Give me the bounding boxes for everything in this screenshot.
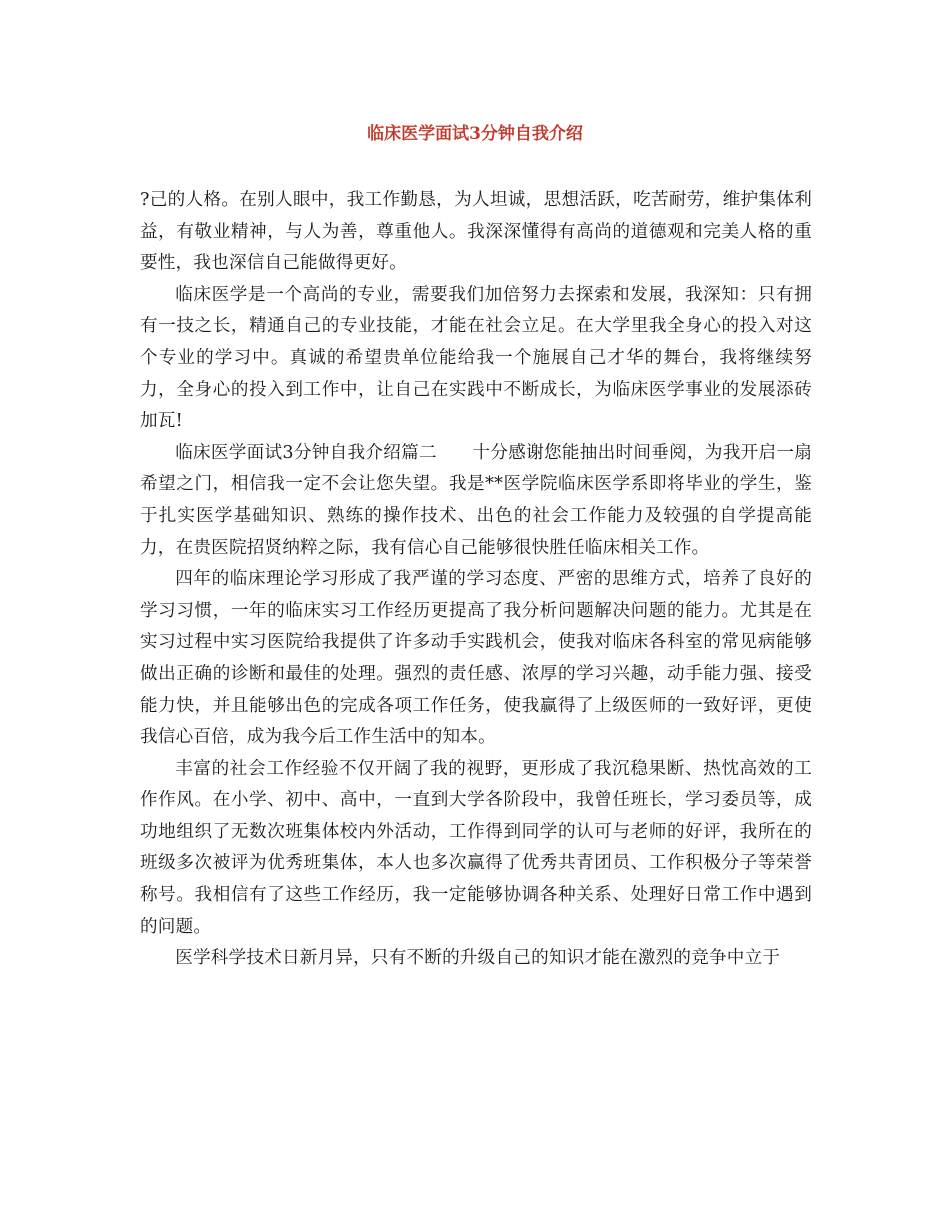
document-body [140, 185, 812, 975]
paragraph: 临床医学面试3分钟自我介绍篇二 十分感谢您能抽出时间垂阅，为我开启一扇希望之门，相信我一定不会让您失望。我是**医学院临床医学系即将毕业的学生，鉴于扎实医学基础知识、熟练的操作技术、出色的社会工作能力及较强的自学提高能力，在贵医院招贤纳粹之际，我有信心自己能够很快胜任临床相关工作。 [140, 442, 812, 558]
paragraph: 医学科学技术日新月异，只有不断的升级自己的知识才能在激烈的竞争中立于 [175, 948, 781, 969]
document-title: 临床医学面试3分钟自我介绍 [367, 124, 583, 144]
paragraph: 临床医学是一个高尚的专业，需要我们加倍努力去探索和发展，我深知：只有拥有一技之长，精通自己的专业技能，才能在社会立足。在大学里我全身心的投入对这个专业的学习中。真诚的希望贵单位能给我一个施展自己才华的舞台，我将继续努力，全身心的投入到工作中，让自己在实践中不断成长，为临床医学事业的发展添砖加瓦! [140, 284, 812, 432]
paragraph: 丰富的社会工作经验不仅开阔了我的视野，更形成了我沉稳果断、热忱高效的工作作风。在小学、初中、高中，一直到大学各阶段中，我曾任班长，学习委员等，成功地组织了无数次班集体校内外活动，工作得到同学的认可与老师的好评，我所在的班级多次被评为优秀班集体，本人也多次赢得了优秀共青团员、工作积极分子等荣誉称号。我相信有了这些工作经历，我一定能够协调各种关系、处理好日常工作中遇到的问题。 [140, 758, 812, 937]
paragraph-continued: ?己的人格。在别人眼中，我工作勤恳，为人坦诚，思想活跃，吃苦耐劳，维护集体利益，有敬业精神，与人为善，尊重他人。我深深懂得有高尚的道德观和完美人格的重要性，我也深信自己能做得更好。 [140, 190, 812, 274]
paragraph: 四年的临床理论学习形成了我严谨的学习态度、严密的思维方式，培养了良好的学习习惯，一年的临床实习工作经历更提高了我分析问题解决问题的能力。尤其是在实习过程中实习医院给我提供了许多动手实践机会，使我对临床各科室的常见病能够做出正确的诊断和最佳的处理。强烈的责任感、浓厚的学习兴趣，动手能力强、接受能力快，并且能够出色的完成各项工作任务，使我赢得了上级医师的一致好评，更使我信心百倍，成为我今后工作生活中的知本。 [140, 569, 812, 748]
